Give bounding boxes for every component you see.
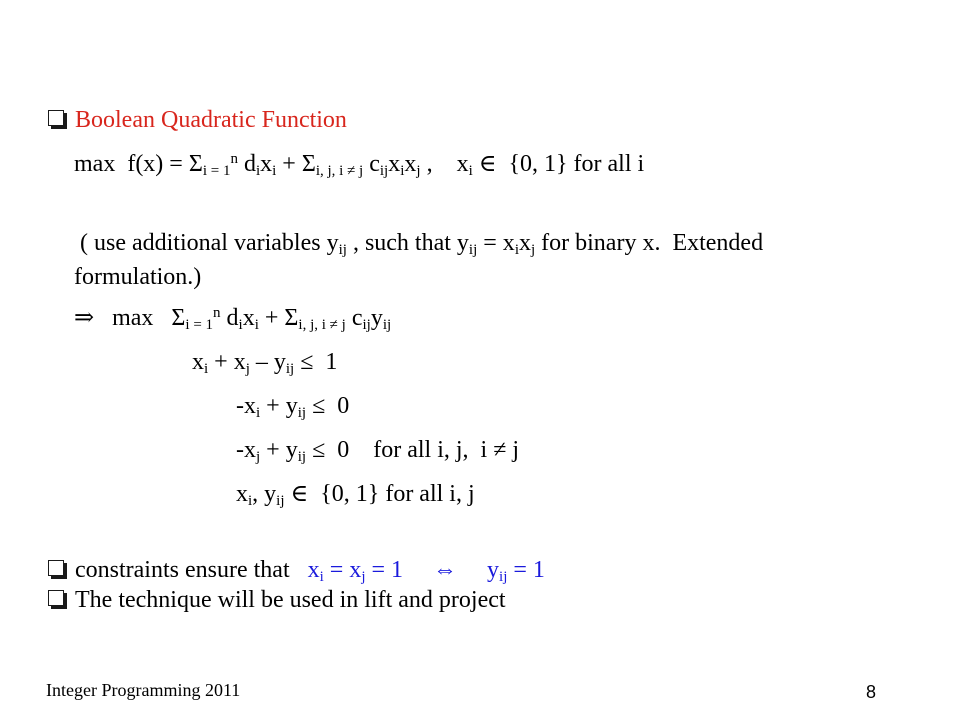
bullet2-text: constraints ensure that [75,557,290,583]
footer-course: Integer Programming 2011 [46,680,241,700]
bullet3-text: The technique will be used in lift and project [75,587,506,613]
checkbox-bullet-icon [48,590,64,606]
extended-formulation-note: ( use additional variables $y_{ij}$ , such that $y_{ij} = x_ix_j$ for binary x. Extended formulation.) [74,230,764,290]
constraint-2: $-x_i + y_{ij} \le 0$ [236,393,350,421]
slide-heading: Boolean Quadratic Function [75,107,347,133]
equivalence-expression: $x_i = x_j = 1$ ⇔ $y_{ij} = 1$ [307,557,545,585]
page-number: 8 [866,682,877,702]
constraint-1: $x_i + x_j - y_{ij} \le 1$ [192,349,338,377]
objective-formula: $\max f(x) = \Sigma_{i = 1}^n$ $d_ix_i + \Sigma_{i, j, i \ne j}$ $c_{ij}x_ix_j$ , $x_i$ ∈ {0, 1} for all i [74,151,645,179]
linearized-objective: ⇒ $\max \Sigma_{i = 1}^n$ $d_ix_i + \Sigma_{i, j, i \ne j}$ $c_{ij}y_{ij}$ [74,305,392,333]
heading-line [48,106,347,134]
bullet-constraints-ensure [48,556,545,584]
checkbox-bullet-icon [48,560,64,576]
constraint-3: $-x_j + y_{ij} \le 0$ for all i, j, i ≠ j [236,437,520,465]
constraint-4: $x_i$, $y_{ij}$ ∈ {0, 1} for all i, j [236,481,475,509]
bullet-technique [48,586,506,614]
checkbox-bullet-icon [48,110,64,126]
